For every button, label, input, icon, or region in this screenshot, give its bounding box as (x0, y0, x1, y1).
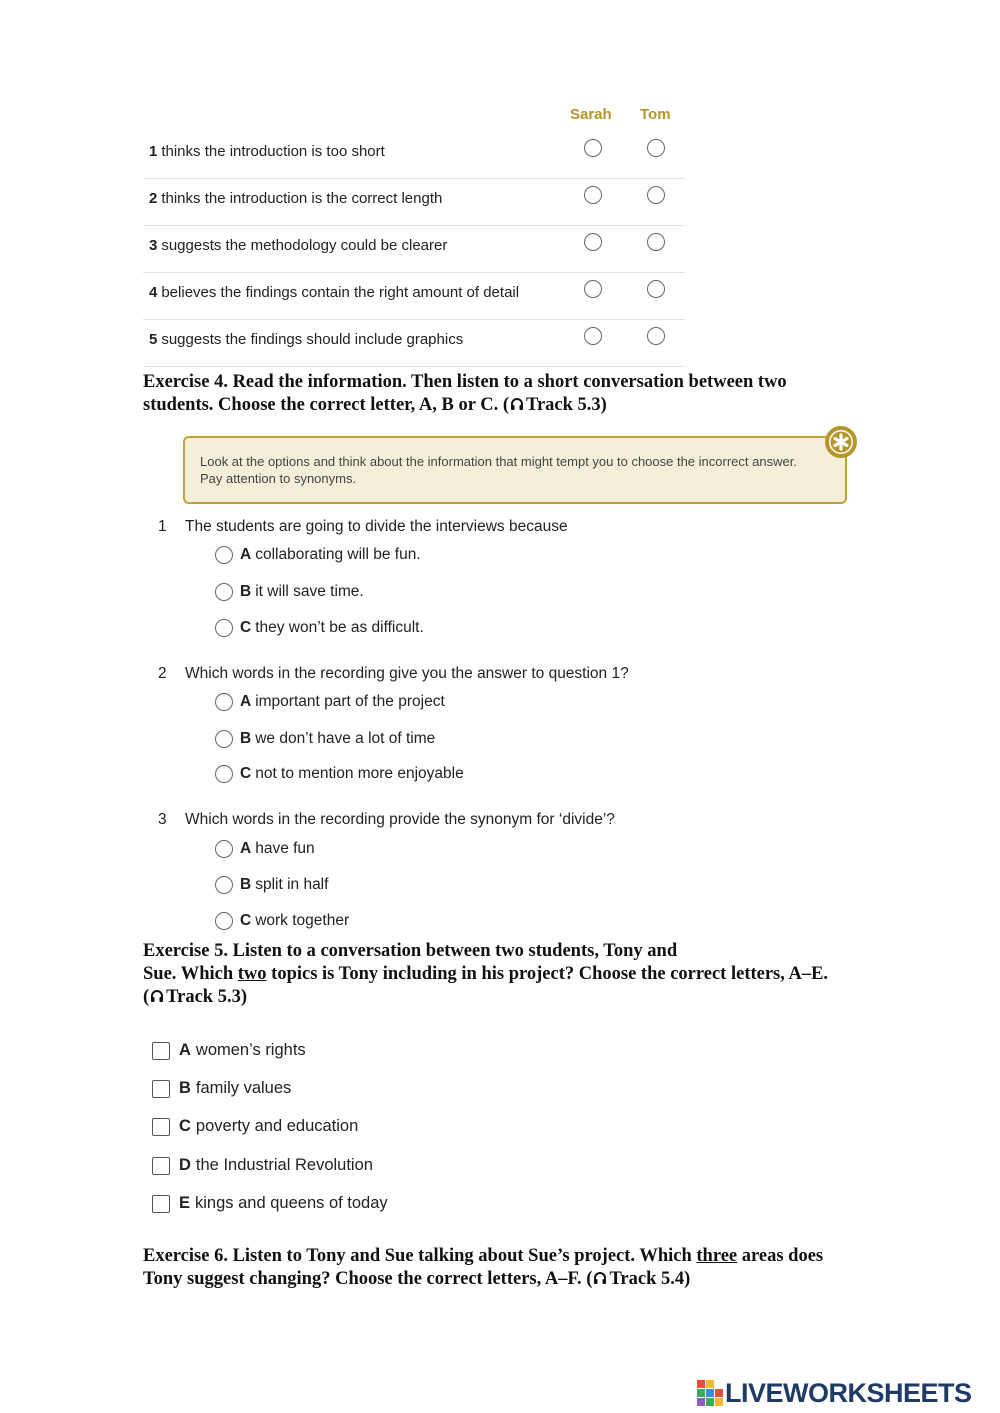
matching-table-header (143, 100, 685, 132)
radio-sarah[interactable] (584, 327, 602, 345)
exercise-6-heading-line2: Tony suggest changing? Choose the correct letters, A–F. ( Track 5.4) (143, 1269, 691, 1289)
question-number: 3 (158, 811, 167, 828)
table-row (143, 273, 685, 320)
option-radio[interactable] (215, 730, 233, 748)
option-3b[interactable]: B split in half (215, 876, 328, 894)
radio-tom[interactable] (647, 327, 665, 345)
option-radio[interactable] (215, 693, 233, 711)
checkbox-option-d[interactable]: D the Industrial Revolution (152, 1156, 373, 1175)
question-1 (158, 518, 568, 536)
question-2 (158, 665, 629, 683)
liveworksheets-logo-text: LIVEWORKSHEETS (725, 1377, 972, 1408)
exercise-4-heading-line1: Exercise 4. Read the information. Then listen to a short conversation between two (143, 372, 787, 392)
headphones-icon[interactable] (150, 989, 164, 1003)
row-number: 2 (149, 190, 158, 207)
option-3c[interactable]: C work together (215, 912, 349, 930)
table-row (143, 226, 685, 273)
liveworksheets-logo (697, 1375, 972, 1411)
checkbox-option-b[interactable]: B family values (152, 1079, 291, 1098)
option-3a[interactable]: A have fun (215, 840, 315, 858)
checkbox-option-c[interactable]: C poverty and education (152, 1117, 358, 1136)
checkbox[interactable] (152, 1080, 170, 1098)
exercise-5-heading (143, 940, 903, 1009)
tip-box (183, 436, 847, 504)
checkbox-option-a[interactable]: A women’s rights (152, 1041, 306, 1060)
table-row (143, 132, 685, 179)
radio-tom[interactable] (647, 280, 665, 298)
column-header-sarah: Sarah (570, 106, 612, 123)
option-radio[interactable] (215, 840, 233, 858)
option-2a[interactable]: A important part of the project (215, 693, 445, 711)
row-statement: suggests the findings should include graphics (161, 331, 464, 348)
question-text: Which words in the recording give you the answer to question 1? (185, 665, 629, 682)
option-2b[interactable]: B we don’t have a lot of time (215, 730, 435, 748)
liveworksheets-logo-icon (697, 1380, 723, 1406)
table-row (143, 179, 685, 226)
row-number: 4 (149, 284, 158, 301)
star-badge-icon (825, 426, 857, 458)
radio-tom[interactable] (647, 139, 665, 157)
exercise-5-heading-line2: Sue. Which two topics is Tony including in his project? Choose the correct letters, A–E. (143, 964, 829, 984)
tip-text: Look at the options and think about the information that might tempt you to choose the incorrect answer. Pay attention to synonyms. (200, 454, 797, 486)
track-label: Track 5.4) (609, 1269, 691, 1289)
question-text: Which words in the recording provide the synonym for ‘divide’? (185, 811, 615, 828)
radio-sarah[interactable] (584, 139, 602, 157)
option-1b[interactable]: B it will save time. (215, 583, 364, 601)
question-number: 2 (158, 665, 167, 682)
option-radio[interactable] (215, 546, 233, 564)
exercise-5-heading-line1: Exercise 5. Listen to a conversation between two students, Tony and (143, 941, 678, 961)
radio-tom[interactable] (647, 186, 665, 204)
option-radio[interactable] (215, 619, 233, 637)
option-radio[interactable] (215, 876, 233, 894)
option-2c[interactable]: C not to mention more enjoyable (215, 765, 464, 783)
checkbox[interactable] (152, 1042, 170, 1060)
row-statement: thinks the introduction is too short (161, 143, 385, 160)
question-text: The students are going to divide the interviews because (185, 518, 568, 535)
column-header-tom: Tom (640, 106, 671, 123)
checkbox[interactable] (152, 1118, 170, 1136)
checkbox-option-e[interactable]: E kings and queens of today (152, 1194, 388, 1213)
row-statement: thinks the introduction is the correct length (161, 190, 443, 207)
exercise-4-heading (143, 371, 903, 417)
matching-table (143, 100, 685, 367)
row-statement: suggests the methodology could be clearer (161, 237, 448, 254)
checkbox[interactable] (152, 1195, 170, 1213)
exercise-5-heading-line3: ( Track 5.3) (143, 987, 248, 1007)
headphones-icon[interactable] (593, 1271, 607, 1285)
row-number: 5 (149, 331, 158, 348)
track-label: Track 5.3) (526, 395, 607, 415)
radio-sarah[interactable] (584, 280, 602, 298)
radio-sarah[interactable] (584, 186, 602, 204)
row-statement: believes the findings contain the right amount of detail (161, 284, 520, 301)
track-label: Track 5.3) (166, 987, 248, 1007)
exercise-4-heading-line2: students. Choose the correct letter, A, B or C. ( Track 5.3) (143, 395, 607, 415)
option-1a[interactable]: A collaborating will be fun. (215, 546, 421, 564)
row-number: 1 (149, 143, 158, 160)
option-1c[interactable]: C they won’t be as difficult. (215, 619, 424, 637)
question-number: 1 (158, 518, 167, 535)
exercise-6-heading-line1: Exercise 6. Listen to Tony and Sue talking about Sue’s project. Which three areas does (143, 1246, 824, 1266)
option-radio[interactable] (215, 765, 233, 783)
headphones-icon[interactable] (510, 397, 524, 411)
option-radio[interactable] (215, 912, 233, 930)
checkbox[interactable] (152, 1157, 170, 1175)
row-number: 3 (149, 237, 158, 254)
option-radio[interactable] (215, 583, 233, 601)
question-3 (158, 811, 615, 829)
table-row (143, 320, 685, 367)
exercise-6-heading (143, 1245, 903, 1291)
radio-sarah[interactable] (584, 233, 602, 251)
radio-tom[interactable] (647, 233, 665, 251)
